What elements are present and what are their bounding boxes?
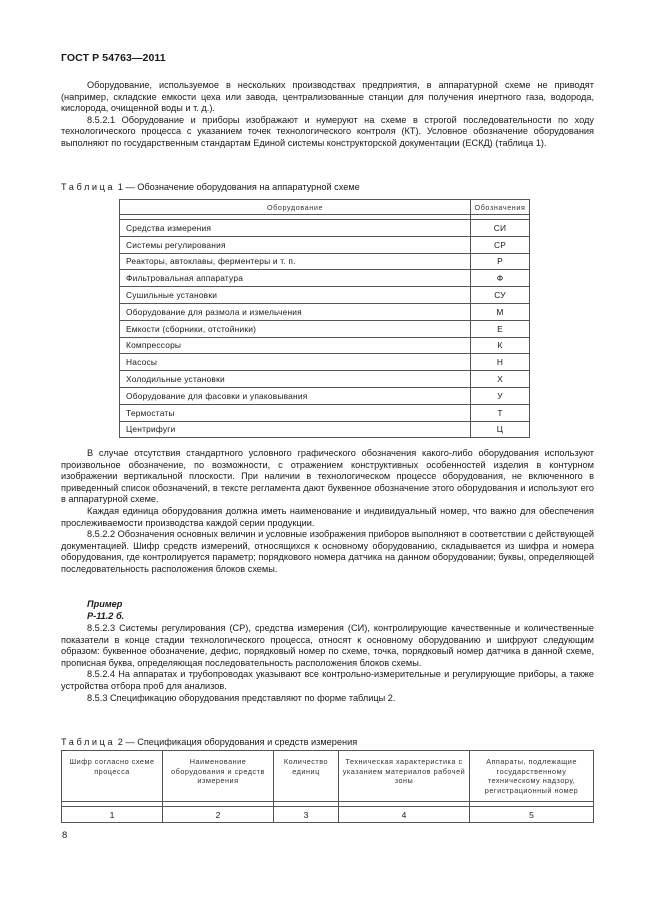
equipment-name: Оборудование для размола и измельчения bbox=[120, 303, 471, 320]
column-number: 1 bbox=[62, 807, 163, 823]
page-number: 8 bbox=[62, 830, 68, 841]
clause-8-5-3: 8.5.3 Спецификацию оборудования представляют по форме таблицы 2. bbox=[87, 692, 396, 703]
equipment-name: Емкости (сборники, отстойники) bbox=[120, 320, 471, 337]
equipment-code: СР bbox=[471, 236, 530, 253]
table-row bbox=[120, 270, 530, 287]
table-row bbox=[120, 371, 530, 388]
equipment-code: Ц bbox=[471, 421, 530, 438]
table1-caption-title: 1 — Обозначение оборудования на аппаратурной схеме bbox=[115, 182, 360, 192]
equipment-code: Н bbox=[471, 354, 530, 371]
table2-header-characteristics: Техническая характеристика с указанием материалов рабочей зоны bbox=[339, 751, 470, 802]
equipment-code: М bbox=[471, 303, 530, 320]
example-value: Р-11.2 б. bbox=[87, 611, 125, 621]
clause-8-5-2-3: 8.5.2.3 Системы регулирования (СР), средства измерения (СИ), контролирующие качественные и количественные показатели в конце стадии технологического процесса, относят к основному оборудованию и шифруют следующим образом: буквенное обозначение, дефис, порядковый номер по схеме, точка, порядковый номер датчика в данной схеме, прописная буква, определяющая последовательность расположения блоков схемы. bbox=[61, 623, 594, 668]
column-number: 4 bbox=[339, 807, 470, 823]
equipment-name: Термостаты bbox=[120, 404, 471, 421]
table2-caption-word: Таблица bbox=[61, 737, 116, 747]
table1-caption bbox=[61, 182, 360, 194]
intro-text bbox=[61, 80, 594, 150]
equipment-name: Средства измерения bbox=[120, 220, 471, 237]
equipment-code: Х bbox=[471, 371, 530, 388]
table2-caption bbox=[61, 737, 357, 749]
table1-header-equipment: Оборудование bbox=[120, 200, 471, 215]
column-number: 2 bbox=[163, 807, 274, 823]
body-text-2 bbox=[61, 623, 594, 704]
column-number: 3 bbox=[274, 807, 339, 823]
table1-header-code: Обозначения bbox=[471, 200, 530, 215]
table2-header-name: Наименование оборудования и средств измерения bbox=[163, 751, 274, 802]
standard-header: ГОСТ Р 54763—2011 bbox=[61, 52, 166, 64]
table-row bbox=[120, 337, 530, 354]
equipment-name: Фильтровальная аппаратура bbox=[120, 270, 471, 287]
table-row bbox=[120, 354, 530, 371]
table-row bbox=[120, 303, 530, 320]
table2-header-code: Шифр согласно схеме процесса bbox=[62, 751, 163, 802]
equipment-code: К bbox=[471, 337, 530, 354]
paragraph-unique-number: Каждая единица оборудования должна иметь наименование и индивидуальный номер, что важно для обеспечения прослеживаемости производства каждой серии продукции. bbox=[61, 505, 594, 528]
equipment-name: Насосы bbox=[120, 354, 471, 371]
table-row bbox=[120, 387, 530, 404]
table-row bbox=[120, 287, 530, 304]
intro-paragraph-1: Оборудование, используемое в нескольких производствах предприятия, в аппаратурной схеме не приводят (например, складские емкости цеха или завода, централизованные станции для получения инертного газа, водорода, кислорода, очищенной воды и т. д.). bbox=[61, 80, 594, 114]
table-row bbox=[120, 253, 530, 270]
equipment-name: Центрифуги bbox=[120, 421, 471, 438]
column-number: 5 bbox=[470, 807, 594, 823]
table1-caption-word: Таблица bbox=[61, 182, 116, 192]
clause-8-5-2-4: 8.5.2.4 На аппаратах и трубопроводах указывают все контрольно-измерительные и регулирующие приборы, а также устройства отбора проб для анализов. bbox=[61, 669, 594, 691]
equipment-code: Ф bbox=[471, 270, 530, 287]
example-label: Пример bbox=[87, 599, 123, 609]
table2-header-supervision: Аппараты, подлежащие государственному техническому надзору, регистрационный номер bbox=[470, 751, 594, 802]
table2-caption-title: 2 — Спецификация оборудования и средств измерения bbox=[115, 737, 358, 747]
table-row bbox=[120, 320, 530, 337]
equipment-name: Холодильные установки bbox=[120, 371, 471, 388]
paragraph-custom-symbols: В случае отсутствия стандартного условного графического обозначения какого-либо оборудования используют произвольное обозначение, по возможности, с отражением конструктивных особенностей изделия в контурном изображении вертикальной плоскости. При наличии в технологическом процессе оборудования, не включенного в приведенный список обозначений, в тексте регламента дают буквенное обозначение этого оборудования и используют его в аппаратурной схеме. bbox=[61, 448, 594, 505]
equipment-name: Реакторы, автоклавы, ферментеры и т. п. bbox=[120, 253, 471, 270]
equipment-code: СУ bbox=[471, 287, 530, 304]
body-text bbox=[61, 448, 594, 576]
table-row bbox=[120, 220, 530, 237]
equipment-code: У bbox=[471, 387, 530, 404]
equipment-designation-table bbox=[119, 199, 530, 438]
clause-8-5-2-2: 8.5.2.2 Обозначения основных величин и условные изображения приборов выполняют в соответствии с действующей документацией. Шифр средств измерений, относящихся к основному оборудованию, складывается из шифра и номера оборудования, где контролируется параметр; порядкового номера датчика на данном оборудовании; буквы, определяющей последовательность расположения блоков схемы. bbox=[61, 529, 594, 574]
equipment-code: Е bbox=[471, 320, 530, 337]
equipment-specification-table bbox=[61, 750, 594, 823]
equipment-code: Р bbox=[471, 253, 530, 270]
clause-8-5-2-1: 8.5.2.1 Оборудование и приборы изображают и нумеруют на схеме в строгой последовательности по ходу технологического процесса с указанием точек технологического контроля (КТ). Условное обозначение оборудования выполняют по государственным стандартам Единой системы конструкторской документации (ЕСКД) (таблица 1). bbox=[61, 114, 594, 148]
equipment-code: Т bbox=[471, 404, 530, 421]
table2-number-row bbox=[62, 807, 594, 823]
table-row bbox=[120, 404, 530, 421]
equipment-name: Оборудование для фасовки и упаковывания bbox=[120, 387, 471, 404]
table2-header-quantity: Количество единиц bbox=[274, 751, 339, 802]
equipment-name: Системы регулирования bbox=[120, 236, 471, 253]
equipment-name: Сушильные установки bbox=[120, 287, 471, 304]
table-row bbox=[120, 236, 530, 253]
table-row bbox=[120, 421, 530, 438]
equipment-code: СИ bbox=[471, 220, 530, 237]
equipment-name: Компрессоры bbox=[120, 337, 471, 354]
